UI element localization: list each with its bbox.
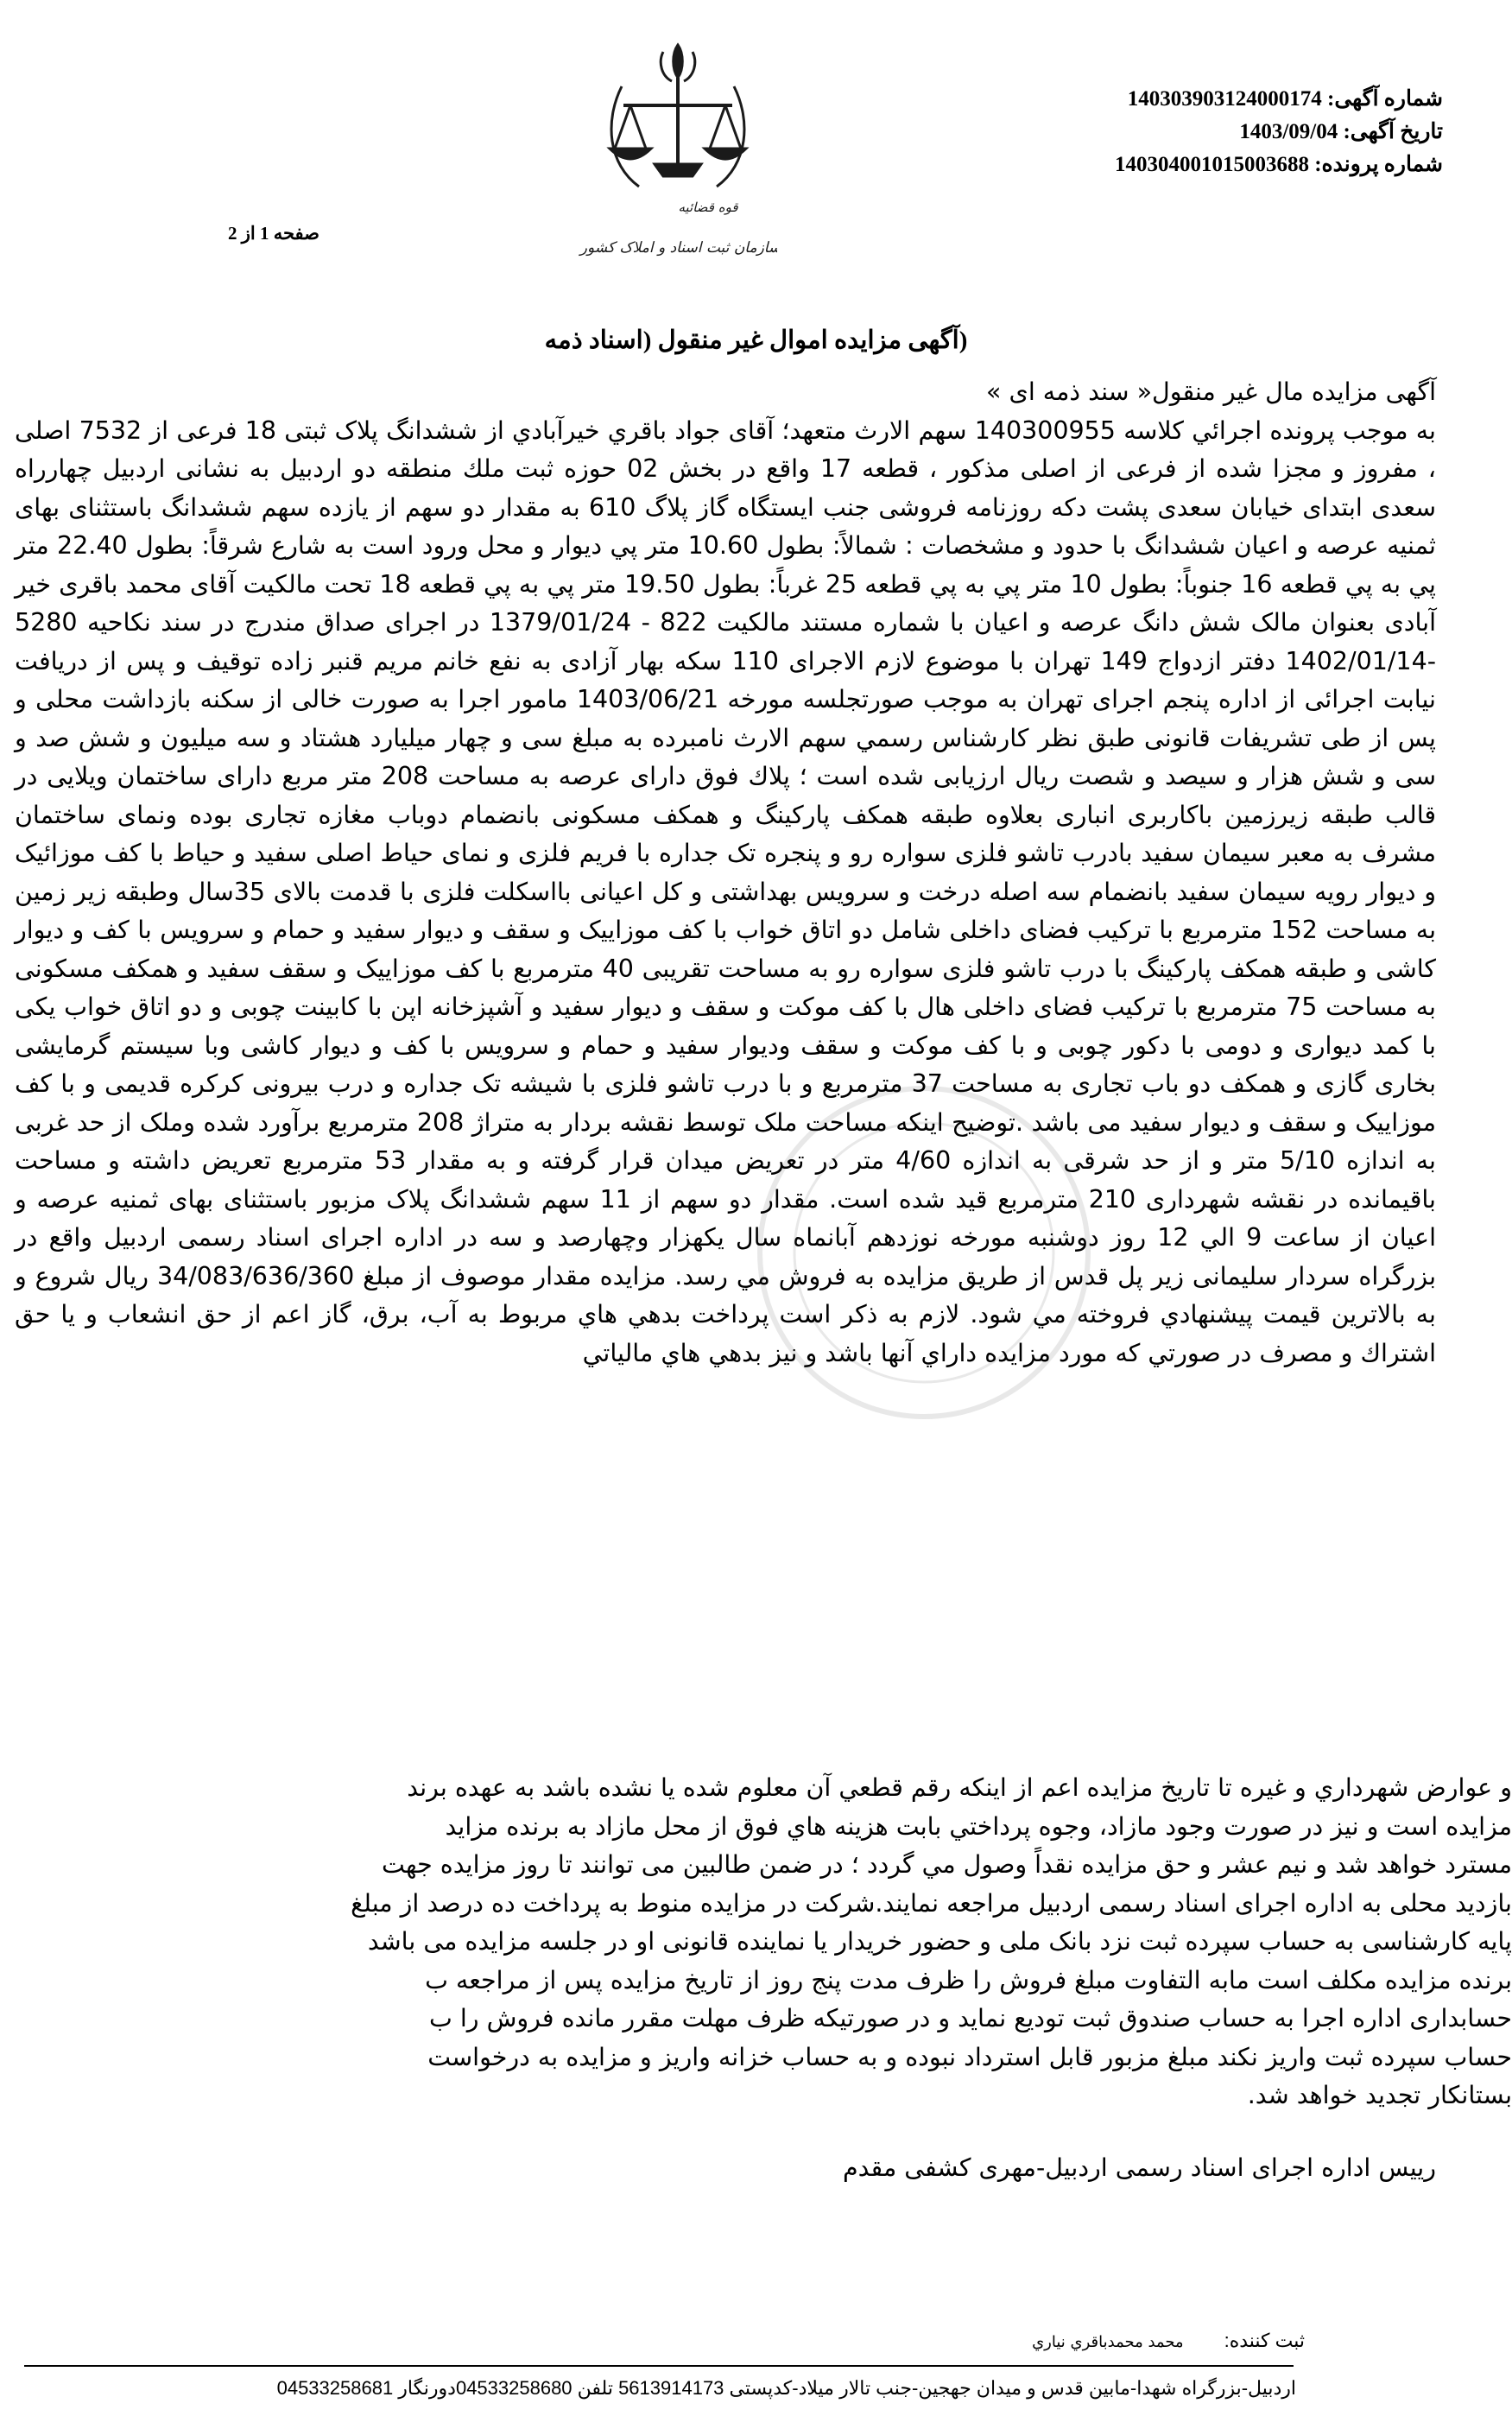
notice-line: و عوارض شهرداري و غیره تا تاریخ مزایده اعم از اینکه رقم قطعي آن معلوم شده یا نشده باشد به عهده برند: [407, 1773, 1512, 1802]
registrar: [1032, 2330, 1305, 2352]
signer: رییس اداره اجرای اسناد رسمی اردبیل-مهری کشفی مقدم: [842, 2153, 1436, 2182]
ad-date-label: تاریخ آگهی:: [1343, 120, 1443, 143]
file-number: 140304001015003688: [1114, 153, 1309, 176]
notice-text: به موجب پرونده اجرائي کلاسه 140300955 سهم الارث متعهد؛ آقای جواد باقري خیرآبادي از ششدانگ پلاک ثبتی 18 فرعی از 7532 اصلی ، مفروز و مجزا شده از فرعی از اصلی مذکور ، قطعه 17 واقع در بخش 02 حوزه ثبت ملك منطقه دو اردبیل به نشانی اردبیل چهارراه سعدی ابتدای خیابان سعدی پشت دکه روزنامه فروشی جنب ایستگاه گاز پلاگ 610 به مقدار دو سهم از یازده سهم ششدانگ باستثنای بهای ثمنیه عرصه و اعیان ششدانگ با حدود و مشخصات : شمالاً: بطول 10.60 متر پي ديوار و محل ورود است به شارع شرقاً: بطول 22.40 متر پي به پي قطعه 16 جنوباً: بطول 10 متر پي به پي قطعه 25 غرباً: بطول 19.50 متر پي به پي قطعه 18 تحت مالکیت آقای محمد باقری خیر آبادی بعنوان مالک شش دانگ عرصه و اعیان با شماره مستند مالکیت 822 - 1379/01/24 در اجرای صداق مندرج در سند نکاحیه 5280 -1402/01/14 دفتر ازدواج 149 تهران با موضوع لازم الاجرای 110 سکه بهار آزادی به نفع خانم مریم قنبر زاده توقیف و پس از دریافت نیابت اجرائی از اداره پنجم اجرای تهران به موجب صورتجلسه مورخه 1403/06/21 مامور اجرا به صورت خالی از سکنه بازداشت محلی و پس از طی تشریفات قانونی طبق نظر کارشناس رسمي سهم الارث نامبرده به مبلغ سی و چهار میلیارد هشتاد و سه میلیون و شش صد و سی و شش هزار و سیصد و شصت ریال ارزیابی شده است ؛ پلاك فوق دارای عرصه به مساحت 208 متر مربع دارای ساختمان ویلایی در قالب طبقه زیرزمین باکاربری انباری بعلاوه طبقه همکف پارکینگ و همکف مسکونی بانضمام دوباب مغازه تجاری بوده ونمای ساختمان مشرف به معبر سیمان سفید بادرب تاشو فلزی سواره رو و پنجره تک جداره با فریم فلزی و نمای حیاط اصلی سفید و حیاط با کف موزائیک و دیوار رویه سیمان سفید بانضمام سه اصله درخت و سرویس بهداشتی و کل اعیانی بااسکلت فلزی با قدمت بالای 35سال وطبقه زیر زمین به مساحت 152 مترمربع با ترکیب فضای داخلی شامل دو اتاق خواب با کف موزاییک و سقف و دیوار سفید و حمام و سرویس با کف و دیوار کاشی و طبقه همکف پارکینگ با درب تاشو فلزی سواره رو به مساحت تقریبی 40 مترمربع با کف موزاییک و سقف سفید و همکف مسکونی به مساحت 75 مترمربع با ترکیب فضای داخلی هال با کف موکت و سقف و دیوار سفید و آشپزخانه اپن با کابینت چوبی و دو اتاق خواب یکی با کمد دیواری و دومی با دکور چوبی و با کف موکت و سقف ودیوار سفید و حمام و سرویس با کف و دیوار کاشی وبا سیستم گرمایشی بخاری گازی و همکف دو باب تجاری به مساحت 37 مترمربع و با درب تاشو فلزی با شیشه تک جداره و درب بیرونی کرکره قدیمی و با کف موزاییک و سقف و دیوار سفید می باشد .توضیح اینکه مساحت ملک توسط نقشه بردار به متراژ 208 مترمربع برآورد شده وملک از حد غربی به اندازه 5/10 متر و از حد شرقی به اندازه 4/60 متر در تعریض میدان قرار گرفته و به مقدار 53 مترمربع تعریض داشته و مساحت باقیمانده در نقشه شهرداری 210 مترمربع قید شده است. مقدار دو سهم از 11 سهم ششدانگ پلاک مزبور باستثنای بهای ثمنیه عرصه و اعیان از ساعت 9 الي 12 روز دوشنبه مورخه نوزدهم آبانماه سال یکهزار وچهارصد و سه در اداره اجرای اسناد رسمی اردبیل واقع در بزرگراه سردار سلیمانی زیر پل قدس از طریق مزایده به فروش مي رسد. مزایده مقدار موصوف از مبلغ 34/083/636/360 ریال شروع و به بالاترین قیمت پیشنهادي فروخته مي شود. لازم به ذکر است پرداخت بدهي هاي مربوط به آب، برق، گاز اعم از حق انشعاب و یا حق اشتراك و مصرف در صورتي که مورد مزایده داراي آنها باشد و نیز بدهي هاي مالیاتي: [15, 415, 1437, 1367]
notice-body-continued: [130, 1769, 1512, 2115]
ad-date: 1403/09/04: [1239, 120, 1338, 143]
logo-text-top: قوه قضائیه: [678, 200, 738, 215]
registrar-name: محمد محمدباقري نياري: [1032, 2333, 1184, 2351]
notice-line: حساب سپرده ثبت واریز نکند مبلغ مزبور قابل استرداد نبوده و به حساب خزانه واریز و مزایده به درخواست: [427, 2042, 1512, 2071]
document-title: (آگهی مزایده اموال غیر منقول (اسناد ذمه: [544, 327, 968, 354]
file-number-label: شماره پرونده:: [1314, 153, 1443, 176]
ad-date-row: [959, 116, 1443, 149]
footer-address: اردبیل-بزرگراه شهدا-مابین قدس و میدان جهجین-جنب تالار میلاد-کدپستی 5613914173 تلفن 04533258680دورنگار 04533258681: [276, 2377, 1296, 2399]
ad-number-row: [959, 83, 1443, 116]
notice-body: [15, 373, 1436, 1373]
file-number-row: [959, 149, 1443, 181]
notice-line: حسابداری اداره اجرا به حساب صندوق ثبت تودیع نماید و در صورتیکه ظرف مهلت مقرر مانده فروش را ب: [428, 2004, 1512, 2032]
ad-metadata: [959, 83, 1443, 181]
footer-divider: [24, 2365, 1294, 2367]
ad-number-label: شماره آگهی:: [1327, 87, 1443, 111]
ad-number: 140303903124000174: [1127, 87, 1322, 111]
emblem-icon: [579, 35, 777, 268]
notice-line: مزایده است و نیز در صورت وجود مازاد، وجوه پرداختي بابت هزینه هاي فوق از محل مازاد به برنده مزاید: [445, 1811, 1512, 1841]
judiciary-logo: [579, 35, 777, 268]
notice-line: برنده مزایده مکلف است مابه التفاوت مبلغ فروش را ظرف مدت پنج روز از تاریخ مزایده پس از مراجعه ب: [425, 1965, 1512, 1994]
registrar-label: ثبت کننده:: [1224, 2330, 1305, 2351]
logo-text-bottom: سازمان ثبت اسناد و املاک کشور: [579, 239, 777, 257]
notice-intro: آگهی مزایده مال غیر منقول« سند ذمه ای »: [986, 377, 1436, 406]
notice-line: پایه کارشناسی به حساب سپرده ثبت نزد بانک ملی و حضور خریدار یا نماینده قانونی او در جلسه مزایده می باشد: [367, 1927, 1512, 1956]
notice-line: مسترد خواهد شد و نیم عشر و حق مزایده نقداً وصول مي گردد ؛ در ضمن طالبین می توانند تا روز مزایده جهت: [381, 1850, 1512, 1879]
notice-line: بستانکار تجدید خواهد شد.: [1247, 2081, 1512, 2109]
notice-line: بازدید محلی به اداره اجرای اسناد رسمی اردبیل مراجعه نمایند.شرکت در مزایده منوط به پرداخت ده درصد از مبلغ: [351, 1888, 1512, 1918]
page-number: صفحه 1 از 2: [227, 223, 319, 244]
